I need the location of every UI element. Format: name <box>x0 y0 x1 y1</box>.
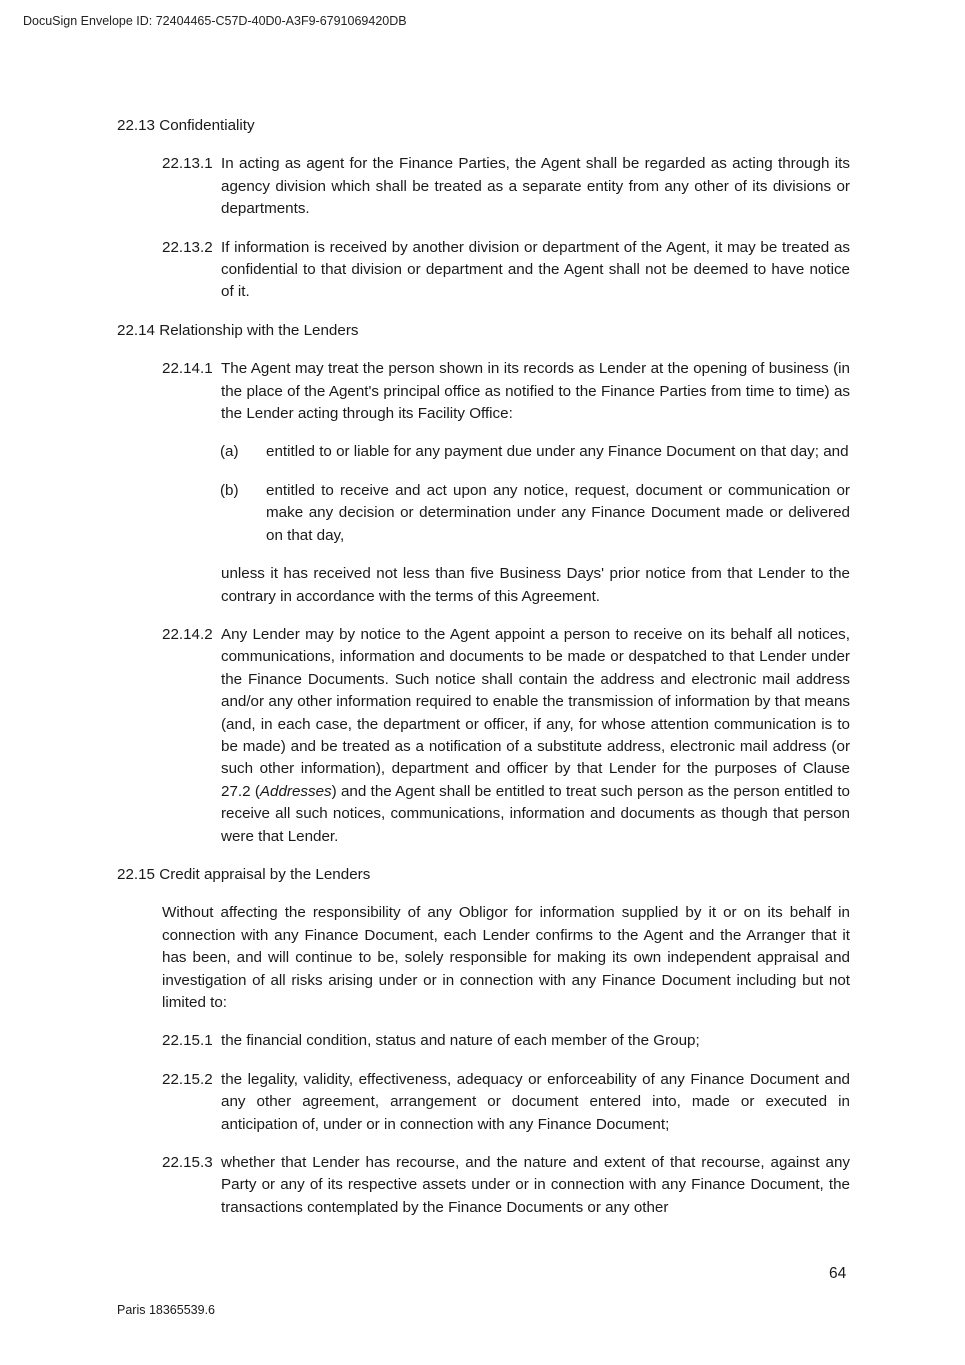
section-heading-22-14: 22.14 Relationship with the Lenders <box>117 321 359 339</box>
clause-number: 22.14.1 <box>162 360 213 378</box>
clause-number: 22.15.3 <box>162 1154 213 1172</box>
docusign-envelope-id: DocuSign Envelope ID: 72404465-C57D-40D0-A3F9-6791069420DB <box>23 14 407 28</box>
clause-text: If information is received by another division or department of the Agent, it may be treated as confidential to that division or department and the Agent shall not be deemed to have notice of it. <box>221 238 850 301</box>
subclause-text: entitled to or liable for any payment due under any Finance Document on that day; and <box>266 443 849 461</box>
clause-text: The Agent may treat the person shown in its records as Lender at the opening of business (in the place of the Agent's principal office as notified to the Finance Parties from time to time) as the Lender acting through its Facility Office: <box>221 360 850 423</box>
subclause-number: (b) <box>220 481 239 499</box>
clause-number: 22.13.2 <box>162 238 213 256</box>
clause-number: 22.14.2 <box>162 625 213 643</box>
clause-22-14-1 <box>162 358 850 425</box>
page-number: 64 <box>829 1265 847 1282</box>
clause-22-13-1 <box>162 153 850 220</box>
clause-number: 22.13.1 <box>162 155 213 173</box>
clause-text: whether that Lender has recourse, and the nature and extent of that recourse, against any Party or any of its respective assets under or in connection with any Finance Document, the transactions contemplated by the Finance Documents or any other <box>221 1154 850 1216</box>
document-reference: Paris 18365539.6 <box>117 1303 215 1317</box>
clause-text: the financial condition, status and nature of each member of the Group; <box>221 1032 700 1050</box>
clause-22-13-2 <box>162 237 850 304</box>
section-22-15-intro: Without affecting the responsibility of any Obligor for information supplied by it or on its behalf in connection with any Finance Document, each Lender confirms to the Agent and the Arranger that it has been, and will continue to be, solely responsible for making its own independent appraisal and investigation of all risks arising under or in connection with any Finance Document including but not limited to: <box>162 904 850 1011</box>
clause-text-italic: Addresses <box>259 782 332 800</box>
section-heading-22-13: 22.13 Confidentiality <box>117 117 255 134</box>
clause-22-15-3 <box>162 1152 850 1219</box>
clause-text: the legality, validity, effectiveness, adequacy or enforceability of any Finance Document and any other agreement, arrangement or document entered into, made or executed in anticipation of, under or in connection with any Finance Document; <box>221 1070 850 1133</box>
clause-text: In acting as agent for the Finance Parties, the Agent shall be regarded as acting through its agency division which shall be treated as a separate entity from any other of its divisions or departments. <box>221 155 850 218</box>
subclause-b <box>220 480 850 547</box>
clause-22-14-1-tail: unless it has received not less than five Business Days' prior notice from that Lender to the contrary in accordance with the terms of this Agreement. <box>221 565 850 605</box>
subclause-text: entitled to receive and act upon any notice, request, document or communication or make any decision or determination under any Finance Document made or delivered on that day, <box>266 481 850 544</box>
clause-22-15-2 <box>162 1069 850 1136</box>
clause-22-15-1 <box>162 1030 850 1052</box>
section-heading-22-15: 22.15 Credit appraisal by the Lenders <box>117 865 371 883</box>
clause-number: 22.15.2 <box>162 1070 213 1088</box>
subclause-number: (a) <box>220 443 239 461</box>
document-body <box>117 115 850 1235</box>
clause-text-before: Any Lender may by notice to the Agent appoint a person to receive on its behalf all notices, communications, information and documents to be made or despatched to that Lender under the Finance Documents. Such notice shall contain the address and electronic mail address and/or any other information required to enable the transmission of information by that means (and, in each case, the department or officer, if any, for whose attention communication is to be made) and be treated as a notification of a substitute address, electronic mail address (or such other information), department and officer by that Lender for the purposes of Clause 27.2 ( <box>221 625 850 800</box>
clause-number: 22.15.1 <box>162 1032 213 1050</box>
subclause-a <box>220 441 850 463</box>
clause-22-14-2 <box>162 624 850 848</box>
clause-text-after: ) and the Agent shall be entitled to treat such person as the person entitled to receive all such notices, communications, information and documents as though that person were that Lender. <box>221 782 850 845</box>
